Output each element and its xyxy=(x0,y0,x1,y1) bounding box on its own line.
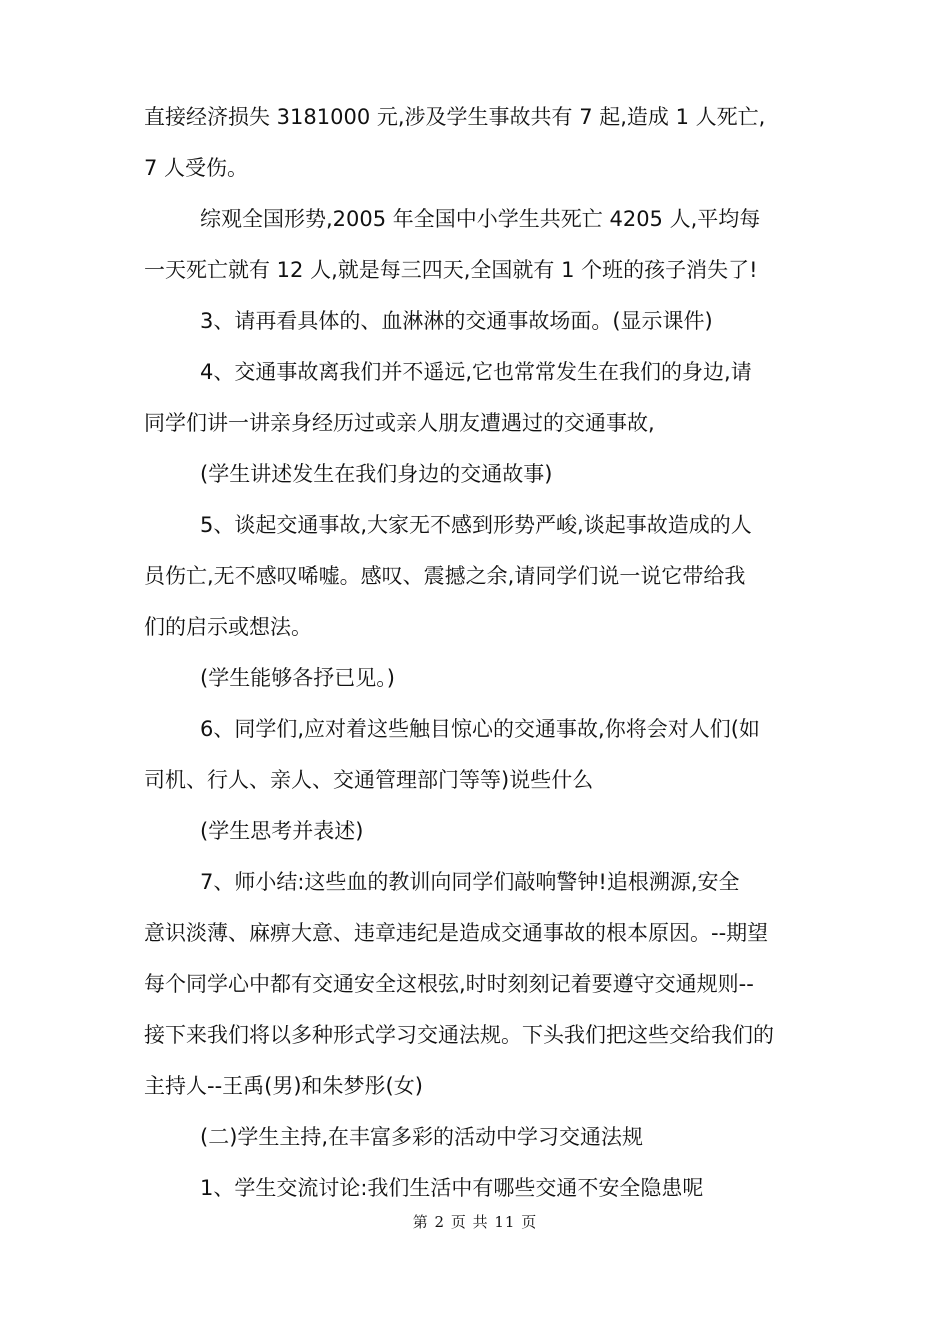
text-line: (学生思考并表述) xyxy=(200,819,364,843)
page-number-footer: 第 2 页 共 11 页 xyxy=(412,1213,538,1231)
paragraph-item-6 xyxy=(144,704,824,806)
text-line: 司机、行人、亲人、交通管理部门等等)说些什么 xyxy=(144,768,594,792)
paragraph-item-4 xyxy=(144,347,824,449)
paragraph-student-narration xyxy=(144,449,824,500)
paragraph-student-thinking xyxy=(144,806,824,857)
text-line: 6、同学们,应对着这些触目惊心的交通事故,你将会对人们(如 xyxy=(200,717,760,741)
text-line: 4、交通事故离我们并不遥远,它也常常发生在我们的身边,请 xyxy=(200,360,752,384)
document-body xyxy=(144,92,824,1214)
paragraph-accident-losses xyxy=(144,92,824,194)
text-line: (二)学生主持,在丰富多彩的活动中学习交通法规 xyxy=(200,1125,644,1149)
paragraph-national-situation xyxy=(144,194,824,296)
text-line: (学生能够各抒已见。) xyxy=(200,666,395,690)
paragraph-item-5 xyxy=(144,500,824,653)
text-line: 3、请再看具体的、血淋淋的交通事故场面。(显示课件) xyxy=(200,309,713,333)
text-line: 直接经济损失 3181000 元,涉及学生事故共有 7 起,造成 1 人死亡, xyxy=(144,105,766,129)
text-line: 意识淡薄、麻痹大意、违章违纪是造成交通事故的根本原因。--期望 xyxy=(144,921,769,945)
text-line: 员伤亡,无不感叹唏嘘。感叹、震撼之余,请同学们说一说它带给我 xyxy=(144,564,746,588)
text-line: 7、师小结:这些血的教训向同学们敲响警钟!追根溯源,安全 xyxy=(200,870,740,894)
text-line: 5、谈起交通事故,大家无不感到形势严峻,谈起事故造成的人 xyxy=(200,513,752,537)
text-line: 接下来我们将以多种形式学习交通法规。下头我们把这些交给我们的 xyxy=(144,1023,774,1047)
text-line: 每个同学心中都有交通安全这根弦,时时刻刻记着要遵守交通规则-- xyxy=(144,972,754,996)
text-line: (学生讲述发生在我们身边的交通故事) xyxy=(200,462,553,486)
text-line: 1、学生交流讨论:我们生活中有哪些交通不安全隐患呢 xyxy=(200,1176,704,1200)
text-line: 综观全国形势,2005 年全国中小学生共死亡 4205 人,平均每 xyxy=(200,207,761,231)
paragraph-student-opinions xyxy=(144,653,824,704)
text-line: 一天死亡就有 12 人,就是每三四天,全国就有 1 个班的孩子消失了! xyxy=(144,258,758,282)
paragraph-item-1-discussion xyxy=(144,1163,824,1214)
paragraph-item-7-summary xyxy=(144,857,824,1112)
text-line: 们的启示或想法。 xyxy=(144,615,312,639)
paragraph-section-2-heading xyxy=(144,1112,824,1163)
text-line: 同学们讲一讲亲身经历过或亲人朋友遭遇过的交通事故, xyxy=(144,411,655,435)
text-line: 主持人--王禹(男)和朱梦彤(女) xyxy=(144,1074,423,1098)
paragraph-item-3 xyxy=(144,296,824,347)
text-line: 7 人受伤。 xyxy=(144,156,249,180)
